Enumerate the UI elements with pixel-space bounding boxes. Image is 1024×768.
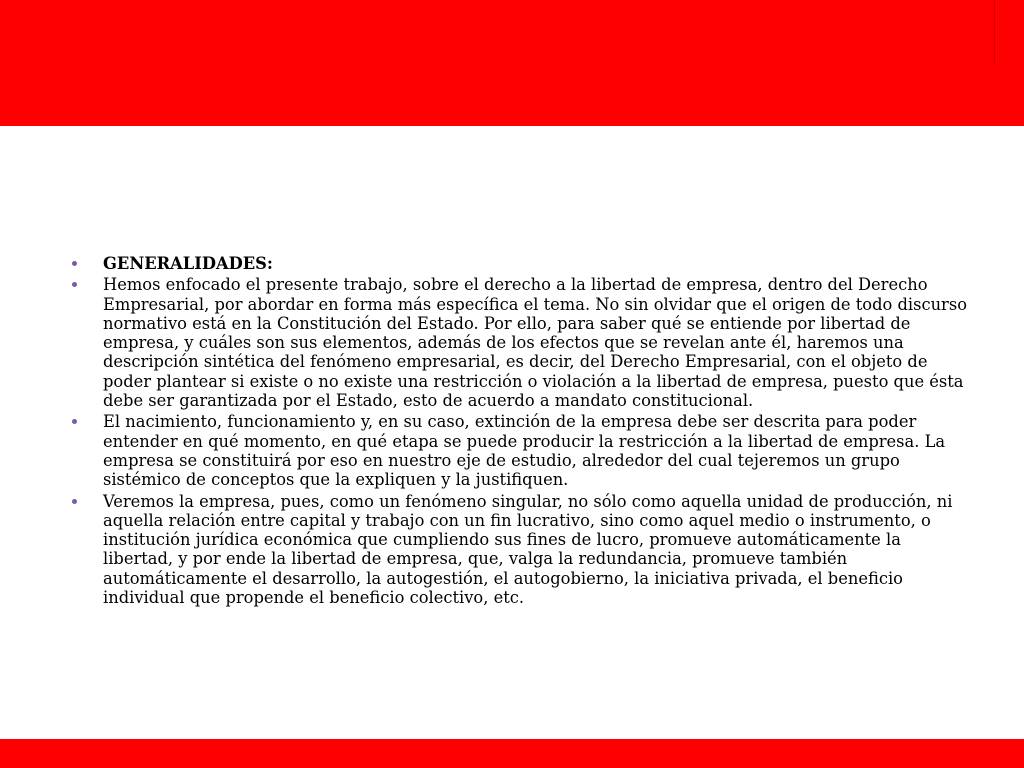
top-band-divider [994,0,995,64]
bullet-text: Veremos la empresa, pues, como un fenómeno singular, no sólo como aquella unidad de producción, ni aquella relación entre capital y trabajo con un fin lucrativo, sino como aquel medio o instrumento, o institución jurídica económica que cumpliendo sus fines de lucro, promueve automáticamente la libertad, y por ende la libertad de empresa, que, valga la redundancia, promueve también automáticamente el desarrollo, la autogestión, el autogobierno, la iniciativa privada, el beneficio individual que propende el beneficio colectivo, etc. [103,491,953,608]
bullet-list [72,254,972,607]
bullet-text: Hemos enfocado el presente trabajo, sobre el derecho a la libertad de empresa, dentro del Derecho Empresarial, por abordar en forma más específica el tema. No sin olvidar que el origen de todo discurso normativo está en la Constitución del Estado. Por ello, para saber qué se entiende por libertad de empresa, y cuáles son sus elementos, además de los efectos que se revelan ante él, haremos una descripción sintética del fenómeno empresarial, es decir, del Derecho Empresarial, con el objeto de poder plantear si existe o no existe una restricción o violación a la libertad de empresa, puesto que ésta debe ser garantizada por el Estado, esto de acuerdo a mandato constitucional. [103,275,967,411]
bullet-item [72,412,972,489]
bullet-text: El nacimiento, funcionamiento y, en su caso, extinción de la empresa debe ser descrita para poder entender en qué momento, en qué etapa se puede producir la restricción a la libertad de empresa. La empresa se constituirá por eso en nuestro eje de estudio, alrededor del cual tejeremos un grupo sistémico de conceptos que la expliquen y la justifiquen. [103,412,946,490]
bullet-item [72,492,972,608]
bullet-icon [72,419,77,424]
bullet-icon [72,282,77,287]
bottom-red-band [0,739,1024,768]
slide-body [72,254,972,609]
bullet-item-heading [72,254,972,273]
bullet-item [72,275,972,410]
top-red-band [0,0,1024,126]
bullet-icon [72,499,77,504]
bullet-text: GENERALIDADES: [103,254,273,273]
bullet-icon [72,261,77,266]
